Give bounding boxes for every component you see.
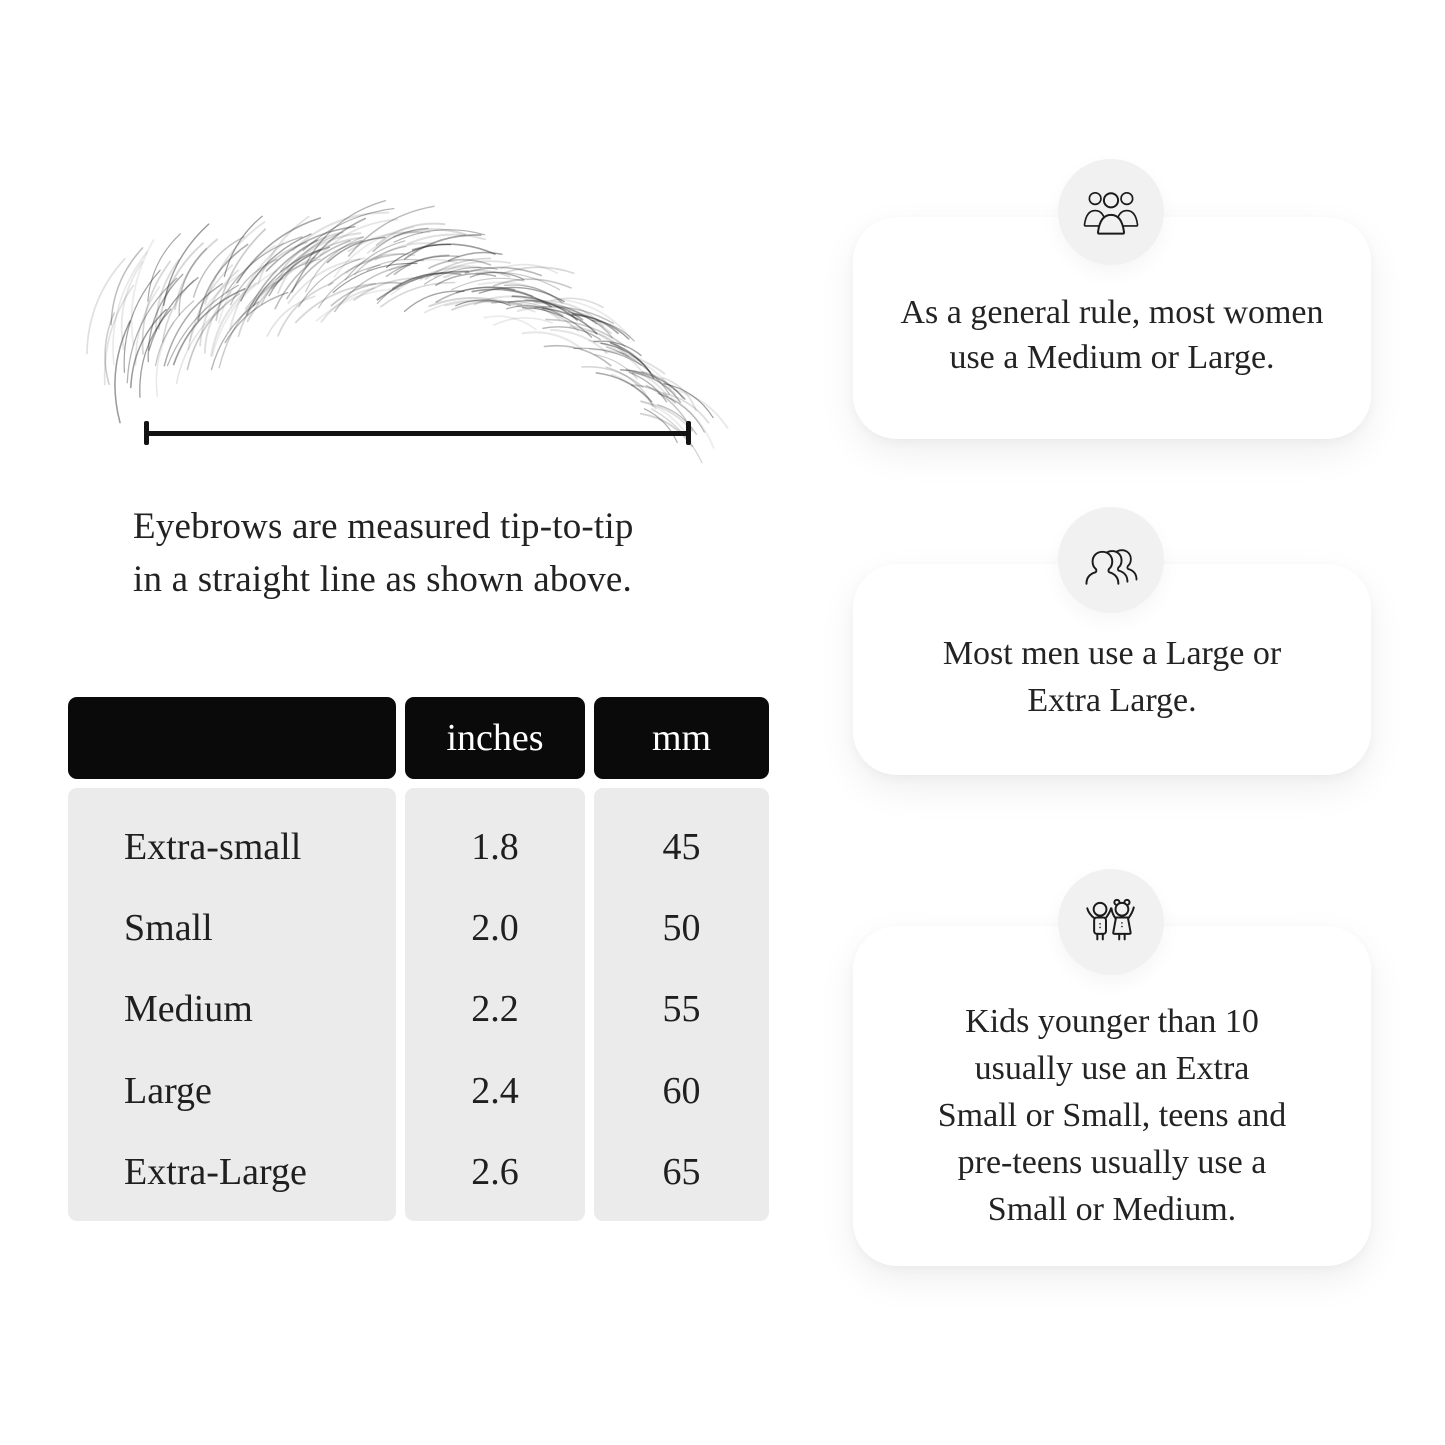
table-row-inches: 2.0 bbox=[471, 907, 519, 950]
table-row-inches: 2.2 bbox=[471, 988, 519, 1031]
size-table-mm-column bbox=[594, 788, 769, 1221]
table-row-label: Small bbox=[124, 907, 213, 950]
table-row-inches: 2.6 bbox=[471, 1151, 519, 1194]
info-card-kids bbox=[853, 926, 1371, 1266]
women-group-icon bbox=[1081, 185, 1141, 239]
info-card-kids-text bbox=[853, 998, 1371, 1233]
size-table-header-blank bbox=[68, 697, 396, 779]
table-row-label: Medium bbox=[124, 988, 253, 1031]
measurement-line-bar bbox=[146, 431, 689, 436]
children-icon bbox=[1080, 896, 1142, 948]
info-card-women-icon-circle bbox=[1058, 159, 1164, 265]
card-text-line: Small or Small, teens and bbox=[937, 1097, 1287, 1134]
info-card-men-text bbox=[853, 630, 1371, 724]
measurement-caption bbox=[133, 500, 634, 606]
table-row-mm: 50 bbox=[662, 907, 701, 950]
table-row-label: Extra-small bbox=[124, 825, 302, 868]
men-group-icon bbox=[1080, 533, 1142, 587]
size-table-label-column bbox=[68, 788, 396, 1221]
card-text-line: pre-teens usually use a bbox=[957, 1144, 1267, 1181]
measurement-caption-line-1: Eyebrows are measured tip-to-tip bbox=[133, 506, 634, 547]
table-row-label: Large bbox=[124, 1069, 212, 1112]
table-row-mm: 60 bbox=[662, 1069, 701, 1112]
table-row-inches: 1.8 bbox=[471, 825, 519, 868]
table-row-mm: 55 bbox=[662, 988, 701, 1031]
measurement-line-right-tick bbox=[686, 421, 691, 445]
info-card-kids-icon-circle bbox=[1058, 869, 1164, 975]
size-table-inches-column bbox=[405, 788, 585, 1221]
measurement-caption-line-2: in a straight line as shown above. bbox=[133, 559, 633, 600]
info-card-men-icon-circle bbox=[1058, 507, 1164, 613]
size-table-header-mm: mm bbox=[594, 697, 769, 779]
table-row-mm: 45 bbox=[662, 825, 701, 868]
eyebrow-illustration bbox=[112, 240, 702, 425]
size-table-header-inches: inches bbox=[405, 697, 585, 779]
card-text-line: Extra Large. bbox=[1027, 682, 1197, 719]
table-row-label: Extra-Large bbox=[124, 1151, 307, 1194]
info-card-women-text bbox=[853, 290, 1371, 380]
card-text-line: Small or Medium. bbox=[987, 1191, 1237, 1228]
card-text-line: use a Medium or Large. bbox=[949, 339, 1275, 376]
card-text-line: Most men use a Large or bbox=[942, 635, 1282, 672]
table-row-mm: 65 bbox=[662, 1151, 701, 1194]
table-row-inches: 2.4 bbox=[471, 1069, 519, 1112]
card-text-line: usually use an Extra bbox=[974, 1050, 1250, 1087]
card-text-line: Kids younger than 10 bbox=[965, 1003, 1259, 1040]
card-text-line: As a general rule, most women bbox=[900, 294, 1324, 331]
